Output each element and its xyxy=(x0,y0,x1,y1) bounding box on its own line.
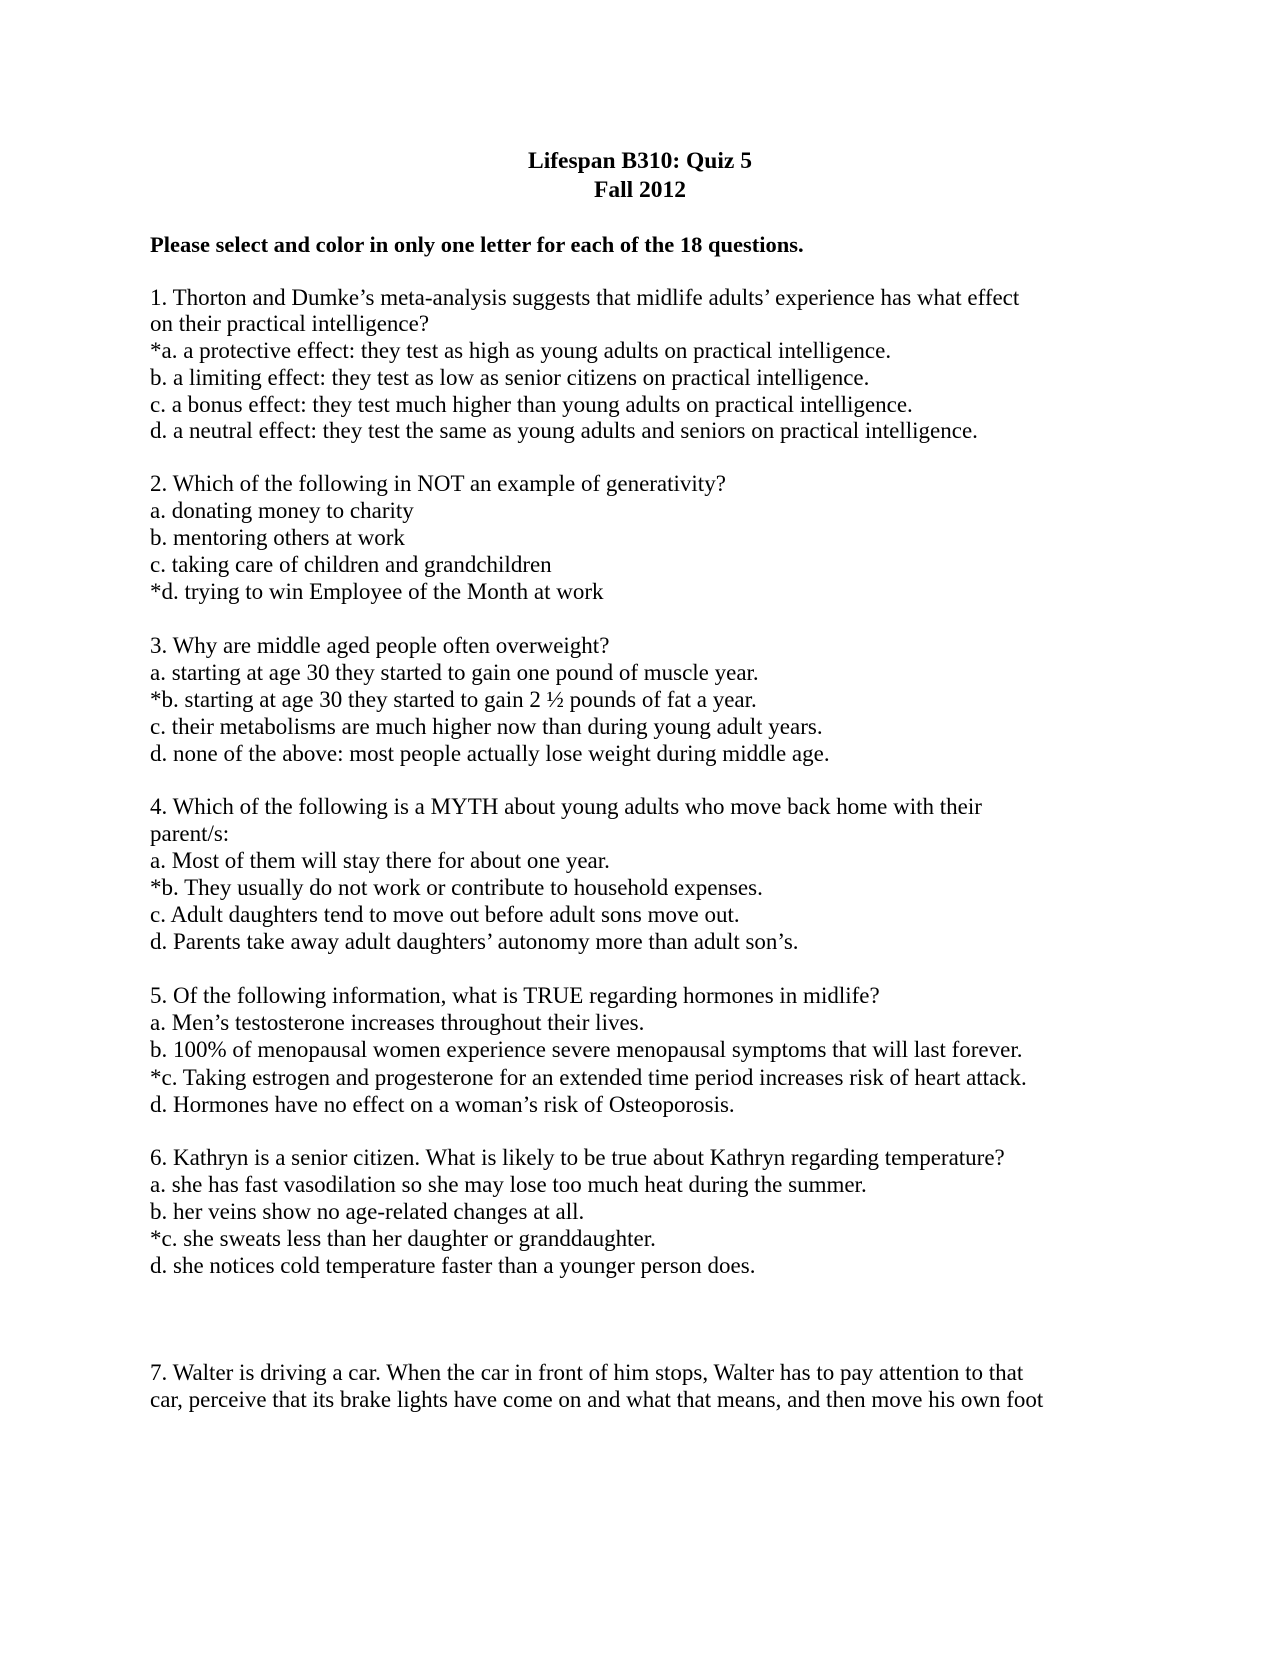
answer-option: a. donating money to charity xyxy=(150,498,414,523)
answer-option: b. her veins show no age-related changes at all. xyxy=(150,1199,585,1224)
answer-option: *b. starting at age 30 they started to gain 2 ½ pounds of fat a year. xyxy=(150,687,757,712)
instructions: Please select and color in only one letter for each of the 18 questions. xyxy=(150,232,804,257)
answer-option: c. Adult daughters tend to move out before adult sons move out. xyxy=(150,902,740,927)
answer-option: b. a limiting effect: they test as low as senior citizens on practical intelligence. xyxy=(150,365,870,390)
question-stem: car, perceive that its brake lights have come on and what that means, and then move his own foot xyxy=(150,1387,1044,1412)
answer-option: d. Hormones have no effect on a woman’s risk of Osteoporosis. xyxy=(150,1092,735,1117)
answer-option: d. Parents take away adult daughters’ autonomy more than adult son’s. xyxy=(150,929,799,954)
answer-option: *a. a protective effect: they test as high as young adults on practical intelligence. xyxy=(150,338,892,363)
answer-option: d. none of the above: most people actually lose weight during middle age. xyxy=(150,741,830,766)
answer-option: a. she has fast vasodilation so she may lose too much heat during the summer. xyxy=(150,1172,867,1197)
answer-option: a. starting at age 30 they started to gain one pound of muscle year. xyxy=(150,660,759,685)
answer-option: c. a bonus effect: they test much higher than young adults on practical intelligence. xyxy=(150,392,913,417)
answer-option: a. Most of them will stay there for about one year. xyxy=(150,848,610,873)
answer-option: b. 100% of menopausal women experience severe menopausal symptoms that will last forever. xyxy=(150,1037,1023,1062)
answer-option: *d. trying to win Employee of the Month at work xyxy=(150,579,604,604)
question-stem: on their practical intelligence? xyxy=(150,311,430,336)
question-stem: 4. Which of the following is a MYTH about young adults who move back home with their xyxy=(150,794,982,819)
question-stem: 7. Walter is driving a car. When the car in front of him stops, Walter has to pay attention to that xyxy=(150,1360,1024,1385)
answer-option: c. taking care of children and grandchildren xyxy=(150,552,552,577)
answer-option: d. she notices cold temperature faster than a younger person does. xyxy=(150,1253,756,1278)
question-stem: 5. Of the following information, what is TRUE regarding hormones in midlife? xyxy=(150,983,880,1008)
question-stem: 3. Why are middle aged people often overweight? xyxy=(150,633,610,658)
question-stem: 6. Kathryn is a senior citizen. What is likely to be true about Kathryn regarding temperature? xyxy=(150,1145,1005,1170)
answer-option: c. their metabolisms are much higher now than during young adult years. xyxy=(150,714,823,739)
answer-option: a. Men’s testosterone increases throughout their lives. xyxy=(150,1010,645,1035)
answer-option: d. a neutral effect: they test the same as young adults and seniors on practical intelligence. xyxy=(150,418,978,443)
question-stem: 1. Thorton and Dumke’s meta-analysis suggests that midlife adults’ experience has what effect xyxy=(150,285,1020,310)
question-stem: parent/s: xyxy=(150,821,230,846)
answer-option: *b. They usually do not work or contribute to household expenses. xyxy=(150,875,763,900)
page-title: Lifespan B310: Quiz 5 xyxy=(528,148,752,174)
page-subtitle: Fall 2012 xyxy=(593,177,687,203)
answer-option: *c. she sweats less than her daughter or granddaughter. xyxy=(150,1226,656,1251)
question-stem: 2. Which of the following in NOT an example of generativity? xyxy=(150,471,726,496)
answer-option: b. mentoring others at work xyxy=(150,525,405,550)
answer-option: *c. Taking estrogen and progesterone for an extended time period increases risk of heart attack. xyxy=(150,1065,1027,1090)
